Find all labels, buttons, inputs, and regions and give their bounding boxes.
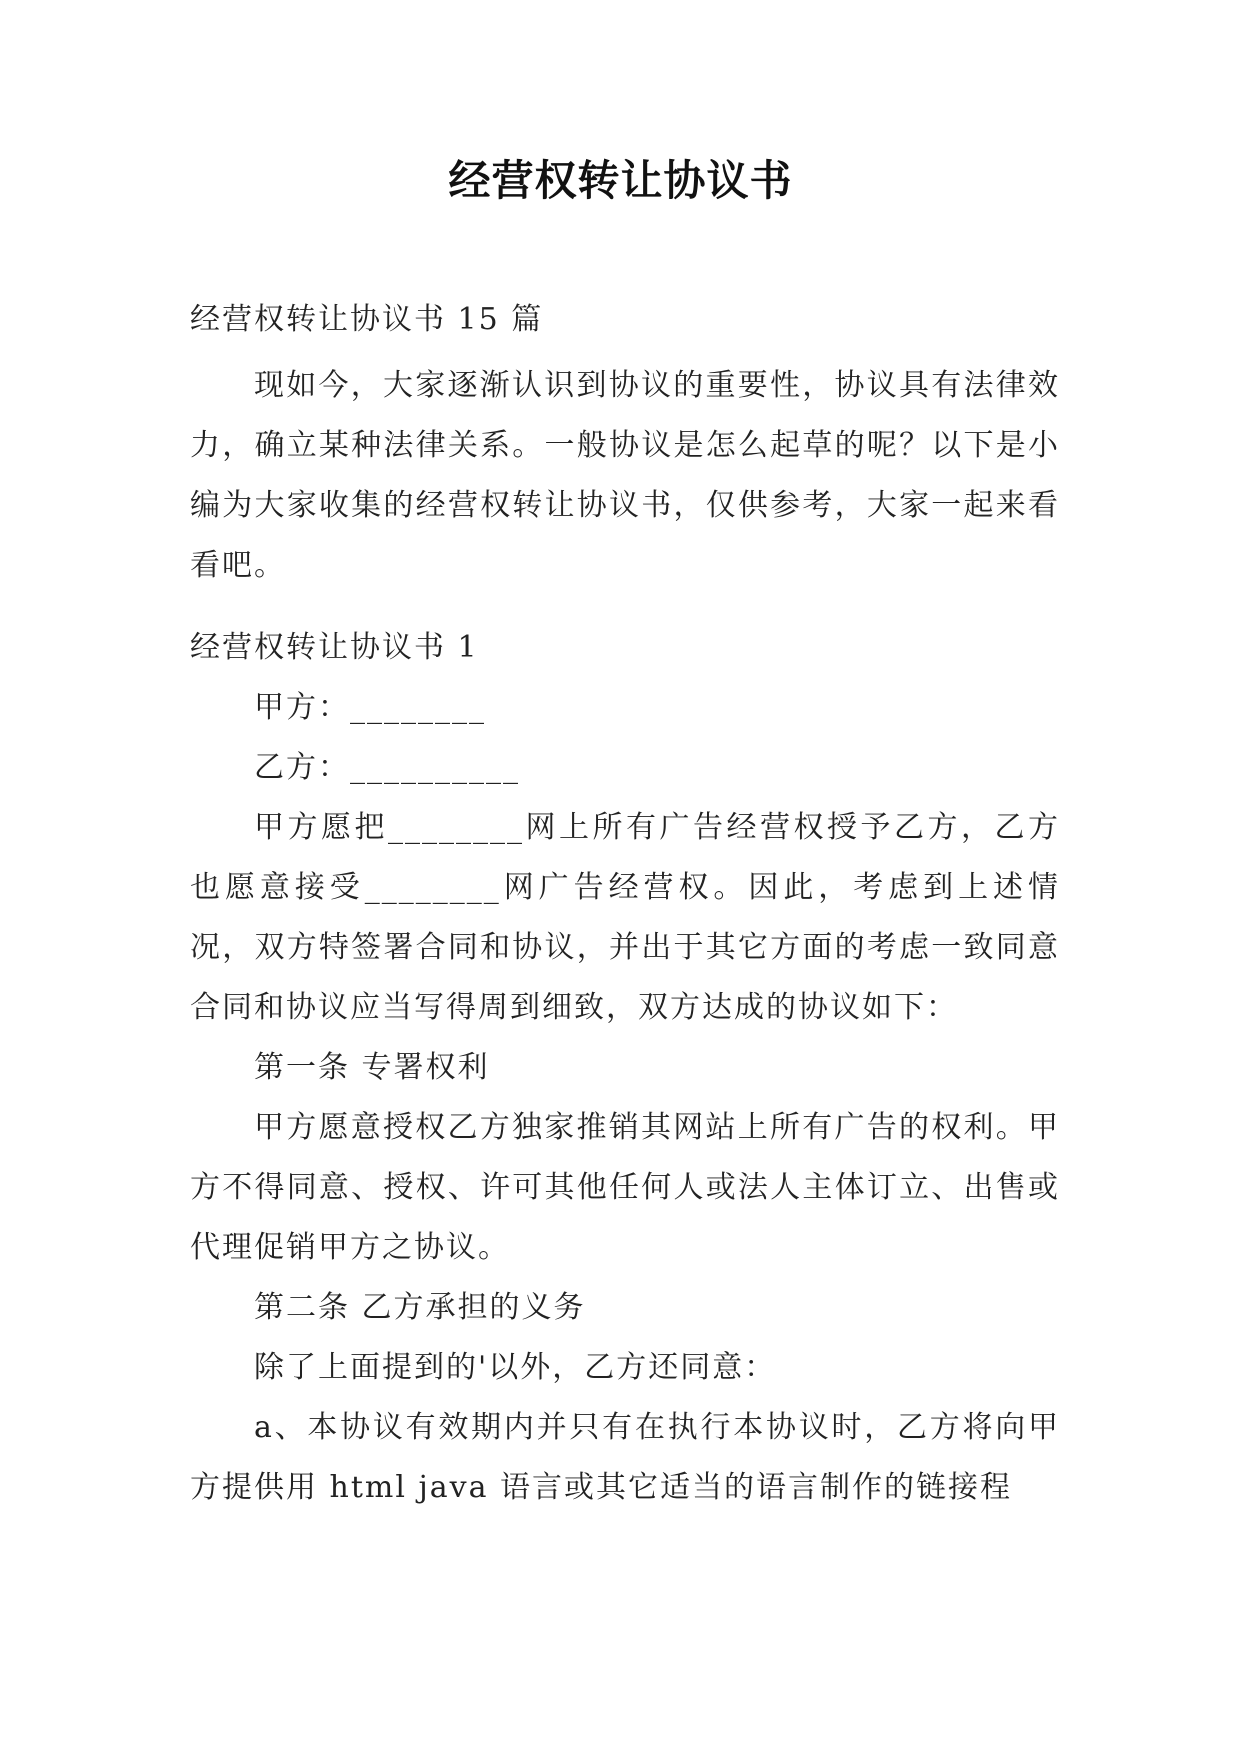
item-a-paragraph: a、本协议有效期内并只有在执行本协议时，乙方将向甲方提供用 html java 语言或其它适当的语言制作的链接程 [190,1410,1060,1505]
article-1-title: 第一条 专署权利 [254,1050,490,1085]
intro-paragraph: 现如今，大家逐渐认识到协议的重要性，协议具有法律效力，确立某种法律关系。一般协议是怎么起草的呢？以下是小编为大家收集的经营权转让协议书，仅供参考，大家一起来看看吧。 [190,368,1060,583]
document-subtitle: 经营权转让协议书 15 篇 [190,302,544,337]
article-1-body: 甲方愿意授权乙方独家推销其网站上所有广告的权利。甲方不得同意、授权、许可其他任何人或法人主体订立、出售或代理促销甲方之协议。 [190,1110,1060,1265]
section-block [190,618,1060,1518]
party-b-line: 乙方：__________ [254,750,520,785]
intro-block [190,356,1060,596]
preamble-paragraph: 甲方愿把________网上所有广告经营权授予乙方，乙方也愿意接受________网广告经营权。因此，考虑到上述情况，双方特签署合同和协议，并出于其它方面的考虑一致同意合同和协议应当写得周到细致，双方达成的协议如下： [190,810,1060,1025]
article-2-title: 第二条 乙方承担的义务 [254,1290,586,1325]
document-title: 经营权转让协议书 [448,156,793,205]
article-2-intro: 除了上面提到的'以外，乙方还同意： [254,1350,777,1385]
section-heading: 经营权转让协议书 1 [190,630,479,665]
party-a-line: 甲方：________ [254,690,486,725]
